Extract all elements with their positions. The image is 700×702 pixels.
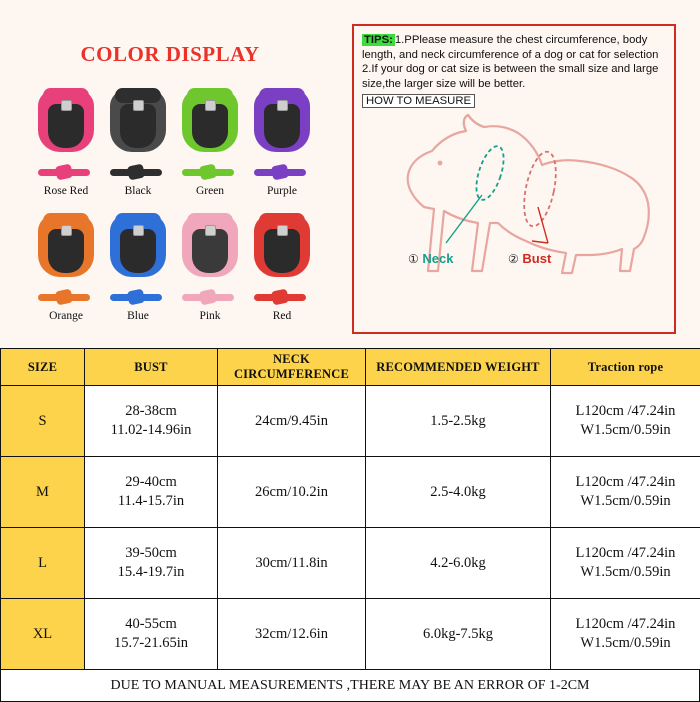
cell-bust-in: 11.02-14.96in <box>86 421 216 440</box>
cell-rope-length: L120cm /47.24in <box>552 544 699 563</box>
table-row <box>1 386 700 457</box>
header-recommended-weight: RECOMMENDED WEIGHT <box>366 349 551 386</box>
harness-icon <box>179 213 241 285</box>
harness-icon <box>35 213 97 285</box>
cell-rope <box>551 457 700 528</box>
cell-bust-cm: 29-40cm <box>86 473 216 492</box>
cell-bust-cm: 40-55cm <box>86 615 216 634</box>
bust-label-text: Bust <box>522 251 551 266</box>
color-swatch-label: Black <box>102 185 174 197</box>
cell-size: S <box>1 386 85 457</box>
color-display-panel <box>0 0 340 348</box>
cell-weight: 2.5-4.0kg <box>366 457 551 528</box>
tips-badge: TIPS: <box>362 34 395 46</box>
color-swatch-label: Red <box>246 310 318 322</box>
color-swatch[interactable] <box>30 88 102 213</box>
cell-bust <box>85 457 218 528</box>
cell-size: M <box>1 457 85 528</box>
color-swatch[interactable] <box>174 88 246 213</box>
measurement-error-note: DUE TO MANUAL MEASUREMENTS ,THERE MAY BE AN ERROR OF 1-2CM <box>0 670 700 702</box>
cell-neck: 30cm/11.8in <box>218 528 366 599</box>
leash-icon <box>36 289 92 305</box>
cell-size: L <box>1 528 85 599</box>
cell-rope-length: L120cm /47.24in <box>552 473 699 492</box>
leash-icon <box>108 164 164 180</box>
size-table <box>0 348 700 670</box>
cell-rope-length: L120cm /47.24in <box>552 615 699 634</box>
color-swatch[interactable] <box>246 88 318 213</box>
cell-neck: 24cm/9.45in <box>218 386 366 457</box>
size-table-section <box>0 348 700 702</box>
table-header-row <box>1 349 700 386</box>
color-swatch-label: Blue <box>102 310 174 322</box>
bust-label <box>508 251 551 266</box>
cell-bust <box>85 528 218 599</box>
leash-icon <box>108 289 164 305</box>
header-neck-circumference: NECK CIRCUMFERENCE <box>218 349 366 386</box>
measurement-diagram <box>362 111 670 289</box>
cell-weight: 1.5-2.5kg <box>366 386 551 457</box>
how-to-measure-label: HOW TO MEASURE <box>362 94 475 108</box>
harness-icon <box>107 213 169 285</box>
neck-label-text: Neck <box>422 251 453 266</box>
cell-bust-cm: 39-50cm <box>86 544 216 563</box>
color-swatch-label: Rose Red <box>30 185 102 197</box>
tips-text-block <box>362 33 666 91</box>
color-swatch[interactable] <box>246 213 318 338</box>
cell-rope-width: W1.5cm/0.59in <box>552 563 699 582</box>
bust-number: ② <box>508 252 519 266</box>
color-swatch[interactable] <box>174 213 246 338</box>
color-swatch-grid <box>30 88 320 338</box>
table-row <box>1 457 700 528</box>
leash-icon <box>36 164 92 180</box>
cell-bust-in: 15.7-21.65in <box>86 634 216 653</box>
cell-neck: 26cm/10.2in <box>218 457 366 528</box>
color-swatch[interactable] <box>102 88 174 213</box>
cell-rope <box>551 599 700 670</box>
leash-icon <box>180 164 236 180</box>
table-row <box>1 528 700 599</box>
cell-bust-in: 15.4-19.7in <box>86 563 216 582</box>
leash-icon <box>252 164 308 180</box>
harness-icon <box>35 88 97 160</box>
color-swatch[interactable] <box>30 213 102 338</box>
color-swatch-label: Orange <box>30 310 102 322</box>
cell-weight: 4.2-6.0kg <box>366 528 551 599</box>
color-display-title: COLOR DISPLAY <box>0 42 340 67</box>
header-bust: BUST <box>85 349 218 386</box>
harness-icon <box>107 88 169 160</box>
cell-rope-width: W1.5cm/0.59in <box>552 634 699 653</box>
harness-icon <box>179 88 241 160</box>
cell-size: XL <box>1 599 85 670</box>
cell-bust-cm: 28-38cm <box>86 402 216 421</box>
cell-rope-length: L120cm /47.24in <box>552 402 699 421</box>
color-swatch-label: Green <box>174 185 246 197</box>
cell-bust-in: 11.4-15.7in <box>86 492 216 511</box>
cell-bust <box>85 386 218 457</box>
header-size: SIZE <box>1 349 85 386</box>
header-traction-rope: Traction rope <box>551 349 700 386</box>
cell-weight: 6.0kg-7.5kg <box>366 599 551 670</box>
cell-rope <box>551 528 700 599</box>
cell-rope-width: W1.5cm/0.59in <box>552 492 699 511</box>
neck-label <box>408 251 453 266</box>
cell-rope-width: W1.5cm/0.59in <box>552 421 699 440</box>
tips-line-1: 1.PPlease measure the chest circumference, body length, and neck circumference of a dog or cat for selection <box>362 34 658 61</box>
color-swatch-label: Purple <box>246 185 318 197</box>
cell-neck: 32cm/12.6in <box>218 599 366 670</box>
top-section <box>0 0 700 348</box>
tips-line-2: 2.If your dog or cat size is between the small size and large size,the larger size will be better. <box>362 63 658 90</box>
color-swatch[interactable] <box>102 213 174 338</box>
neck-number: ① <box>408 252 419 266</box>
table-row <box>1 599 700 670</box>
cell-rope <box>551 386 700 457</box>
color-swatch-label: Pink <box>174 310 246 322</box>
cell-bust <box>85 599 218 670</box>
leash-icon <box>180 289 236 305</box>
harness-icon <box>251 88 313 160</box>
tips-panel <box>352 24 676 334</box>
leash-icon <box>252 289 308 305</box>
harness-icon <box>251 213 313 285</box>
